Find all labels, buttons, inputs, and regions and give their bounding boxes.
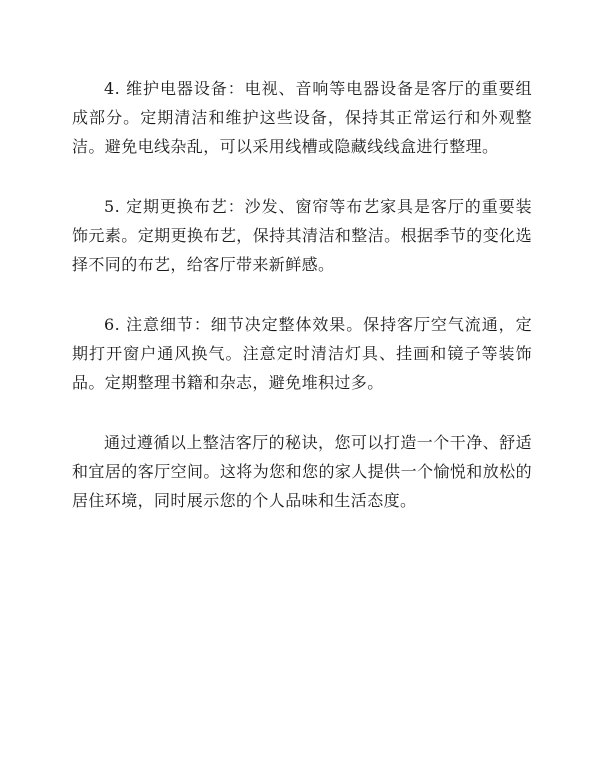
document-page (72, 74, 532, 546)
paragraph-maintain-electronics: 4. 维护电器设备：电视、音响等电器设备是客厅的重要组成部分。定期清洁和维护这些设备，保持其正常运行和外观整洁。避免电线杂乱，可以采用线槽或隐藏线线盒进行整理。 (72, 79, 532, 156)
paragraph-replace-fabrics: 5. 定期更换布艺：沙发、窗帘等布艺家具是客厅的重要装饰元素。定期更换布艺，保持其清洁和整洁。根据季节的变化选择不同的布艺，给客厅带来新鲜感。 (72, 197, 532, 274)
paragraph-conclusion: 通过遵循以上整洁客厅的秘诀，您可以打造一个干净、舒适和宜居的客厅空间。这将为您和您的家人提供一个愉悦和放松的居住环境，同时展示您的个人品味和生活态度。 (72, 433, 532, 510)
paragraph-attention-to-details: 6. 注意细节：细节决定整体效果。保持客厅空气流通，定期打开窗户通风换气。注意定时清洁灯具、挂画和镜子等装饰品。定期整理书籍和杂志，避免堆积过多。 (72, 315, 532, 392)
